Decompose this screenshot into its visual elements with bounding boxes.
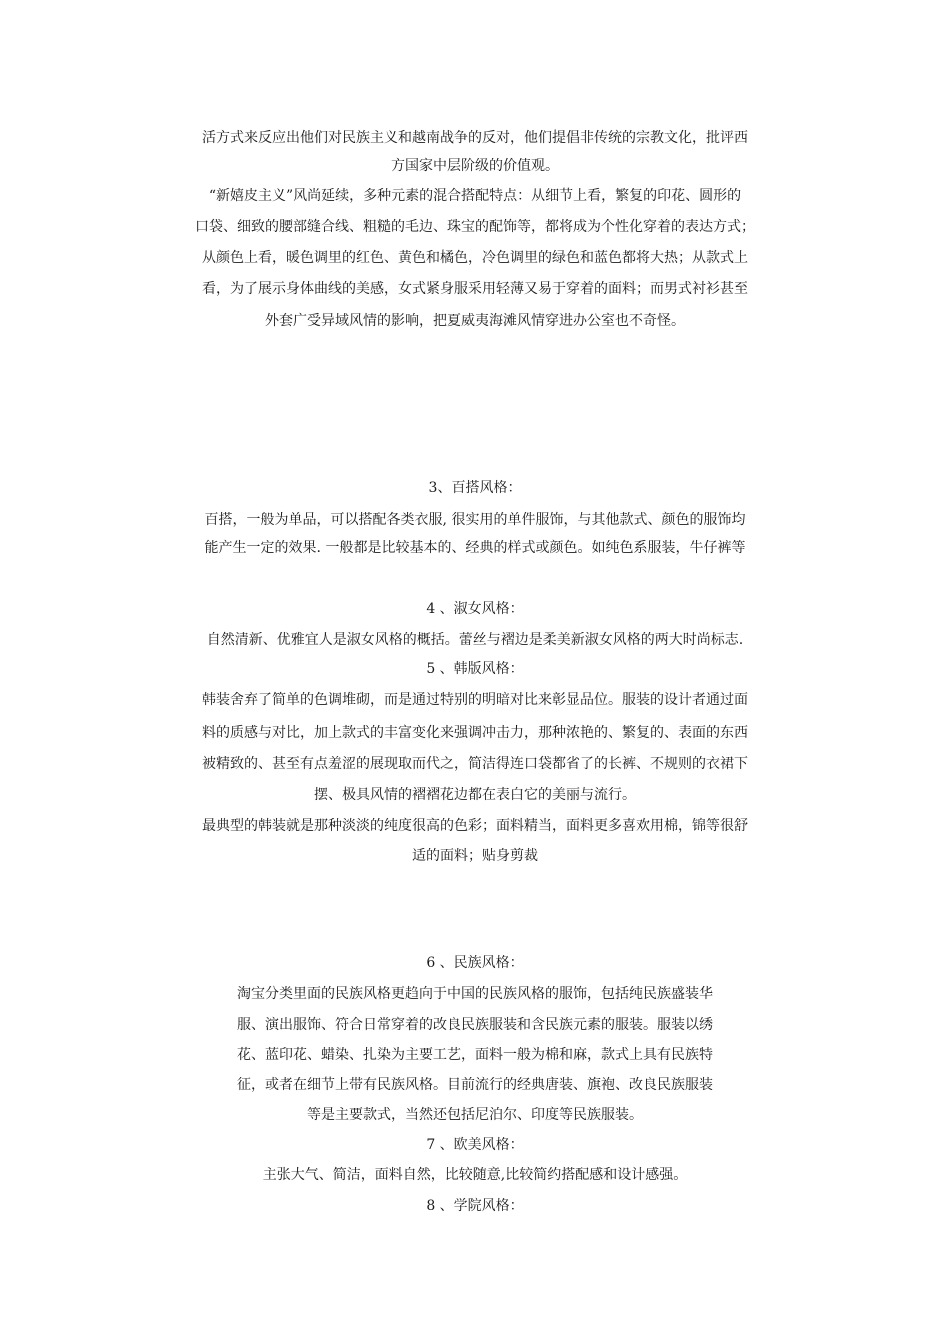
section4-line-1: 自然清新、优雅宜人是淑女风格的概括。蕾丝与褶边是柔美新淑女风格的两大时尚标志.	[206, 632, 744, 648]
neo-hippie-line-4: 看，为了展示身体曲线的美感，女式紧身服采用轻薄又易于穿着的面料；而男式衬衫甚至	[202, 281, 748, 297]
section3-line-1: 百搭，一般为单品，可以搭配各类衣服, 很实用的单件服饰，与其他款式、颜色的服饰均	[204, 512, 746, 528]
section3-heading: 3、百搭风格：	[428, 480, 522, 496]
neo-hippie-line-5: 外套广受异域风情的影响，把夏威夷海滩风情穿进办公室也不奇怪。	[265, 313, 685, 329]
section6-line-5: 等是主要款式，当然还包括尼泊尔、印度等民族服装。	[307, 1107, 643, 1123]
section5-line-1: 韩装舍弃了简单的色调堆砌，而是通过特别的明暗对比来彰显品位。服装的设计者通过面	[202, 692, 748, 708]
neo-hippie-line-1: “新嬉皮主义”风尚延续，多种元素的混合搭配特点：从细节上看，繁复的印花、圆形的	[208, 188, 742, 204]
section5-line-6: 适的面料；贴身剪裁	[412, 848, 538, 864]
section7-line-1: 主张大气、简洁，面料自然，比较随意,比较简约搭配感和设计感强。	[262, 1167, 688, 1183]
section8-heading: 8 、学院风格：	[426, 1198, 524, 1214]
section5-line-5: 最典型的韩装就是那种淡淡的纯度很高的色彩；面料精当，面料更多喜欢用棉，锦等很舒	[202, 818, 748, 834]
section5-line-4: 摆、极具风情的褶褶花边都在表白它的美丽与流行。	[314, 787, 636, 803]
intro-line-1: 活方式来反应出他们对民族主义和越南战争的反对，他们提倡非传统的宗教文化，批评西	[202, 130, 748, 146]
neo-hippie-line-2: 口袋、细致的腰部缝合线、粗糙的毛边、珠宝的配饰等，都将成为个性化穿着的表达方式；	[195, 219, 755, 235]
intro-line-2: 方国家中层阶级的价值观。	[391, 158, 559, 174]
section6-heading: 6 、民族风格：	[426, 955, 524, 971]
section7-heading: 7 、欧美风格：	[426, 1137, 524, 1153]
section5-line-2: 料的质感与对比，加上款式的丰富变化来强调冲击力，那种浓艳的、繁复的、表面的东西	[202, 725, 748, 741]
section6-line-4: 征，或者在细节上带有民族风格。目前流行的经典唐装、旗袍、改良民族服装	[237, 1077, 713, 1093]
section4-heading: 4 、淑女风格：	[426, 601, 524, 617]
section5-line-3: 被精致的、甚至有点羞涩的展现取而代之，简洁得连口袋都省了的长裤、不规则的衣裙下	[202, 756, 748, 772]
section6-line-2: 服、演出服饰、符合日常穿着的改良民族服装和含民族元素的服装。服装以绣	[237, 1017, 713, 1033]
section6-line-3: 花、蓝印花、蜡染、扎染为主要工艺，面料一般为棉和麻，款式上具有民族特	[237, 1047, 713, 1063]
section5-heading: 5 、韩版风格：	[426, 661, 524, 677]
section3-line-2: 能产生一定的效果. 一般都是比较基本的、经典的样式或颜色。如纯色系服装，牛仔裤等	[204, 540, 746, 556]
neo-hippie-line-3: 从颜色上看，暖色调里的红色、黄色和橘色，冷色调里的绿色和蓝色都将大热；从款式上	[202, 250, 748, 266]
section6-line-1: 淘宝分类里面的民族风格更趋向于中国的民族风格的服饰，包括纯民族盛装华	[237, 986, 713, 1002]
